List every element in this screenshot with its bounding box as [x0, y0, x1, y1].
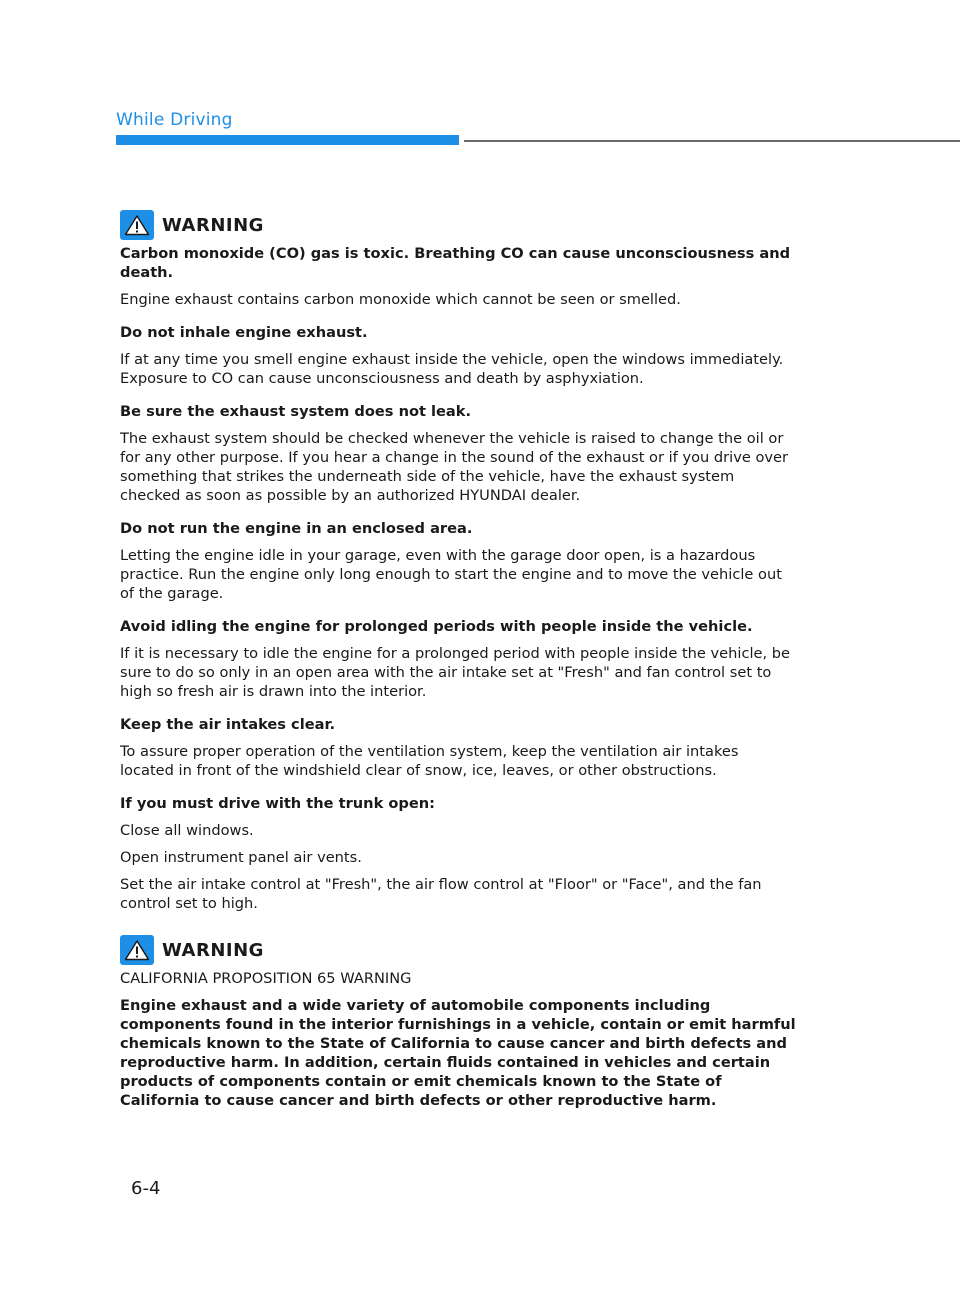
warning-triangle-icon [120, 210, 154, 240]
trunk-step: Open instrument panel air vents. [120, 849, 362, 866]
prop65-heading: CALIFORNIA PROPOSITION 65 WARNING [120, 970, 412, 987]
page-number: 6-4 [131, 1178, 161, 1199]
prop65-body: Engine exhaust and a wide variety of automobile components including components found in the interior furnishings in a vehicle, contain or emit harmful chemicals known to the State of California to cause cancer and birth defects and reproductive harm. In addition, certain fluids contained in vehicles and certain products of components contain or emit chemicals known to the State of California to cause cancer and birth defects or other reproductive harm. [120, 997, 796, 1109]
page-content [120, 210, 796, 1110]
warning-block-co [120, 210, 796, 913]
item-heading: Avoid idling the engine for prolonged periods with people inside the vehicle. [120, 618, 753, 635]
item-heading: Be sure the exhaust system does not leak. [120, 403, 472, 420]
warning-block-prop65 [120, 935, 796, 1110]
item-body: If it is necessary to idle the engine for a prolonged period with people inside the vehicle, be sure to do so only in an open area with the air intake set at "Fresh" and fan control set to high so fresh air is drawn into the interior. [120, 645, 791, 700]
item-heading: Do not inhale engine exhaust. [120, 324, 368, 341]
warning-label: WARNING [162, 214, 264, 236]
trunk-step: Set the air intake control at "Fresh", the air flow control at "Floor" or "Face", and the fan control set to high. [120, 876, 762, 912]
item-body: If at any time you smell engine exhaust inside the vehicle, open the windows immediately. Exposure to CO can cause unconsciousness and death by asphyxiation. [120, 351, 784, 387]
item-body: To assure proper operation of the ventilation system, keep the ventilation air intakes located in front of the windshield clear of snow, ice, leaves, or other obstructions. [120, 743, 739, 779]
warning-header [120, 935, 796, 965]
warning-label: WARNING [162, 939, 264, 961]
item-body: The exhaust system should be checked whenever the vehicle is raised to change the oil or for any other purpose. If you hear a change in the sound of the exhaust or if you drive over something that strikes the underneath side of the vehicle, have the exhaust system checked as soon as possible by an authorized HYUNDAI dealer. [120, 430, 789, 504]
section-title: While Driving [116, 110, 233, 130]
header-rule [464, 140, 960, 142]
trunk-step: Close all windows. [120, 822, 254, 839]
trunk-heading: If you must drive with the trunk open: [120, 795, 435, 812]
warning-triangle-icon [120, 935, 154, 965]
warning-lead-body: Engine exhaust contains carbon monoxide which cannot be seen or smelled. [120, 291, 681, 308]
item-heading: Do not run the engine in an enclosed area. [120, 520, 473, 537]
warning-header [120, 210, 796, 240]
item-heading: Keep the air intakes clear. [120, 716, 336, 733]
header-rule-accent [116, 135, 459, 145]
item-body: Letting the engine idle in your garage, even with the garage door open, is a hazardous practice. Run the engine only long enough to start the engine and to move the vehicle out of the garage. [120, 547, 782, 602]
warning-lead: Carbon monoxide (CO) gas is toxic. Breathing CO can cause unconsciousness and death. [120, 245, 791, 281]
